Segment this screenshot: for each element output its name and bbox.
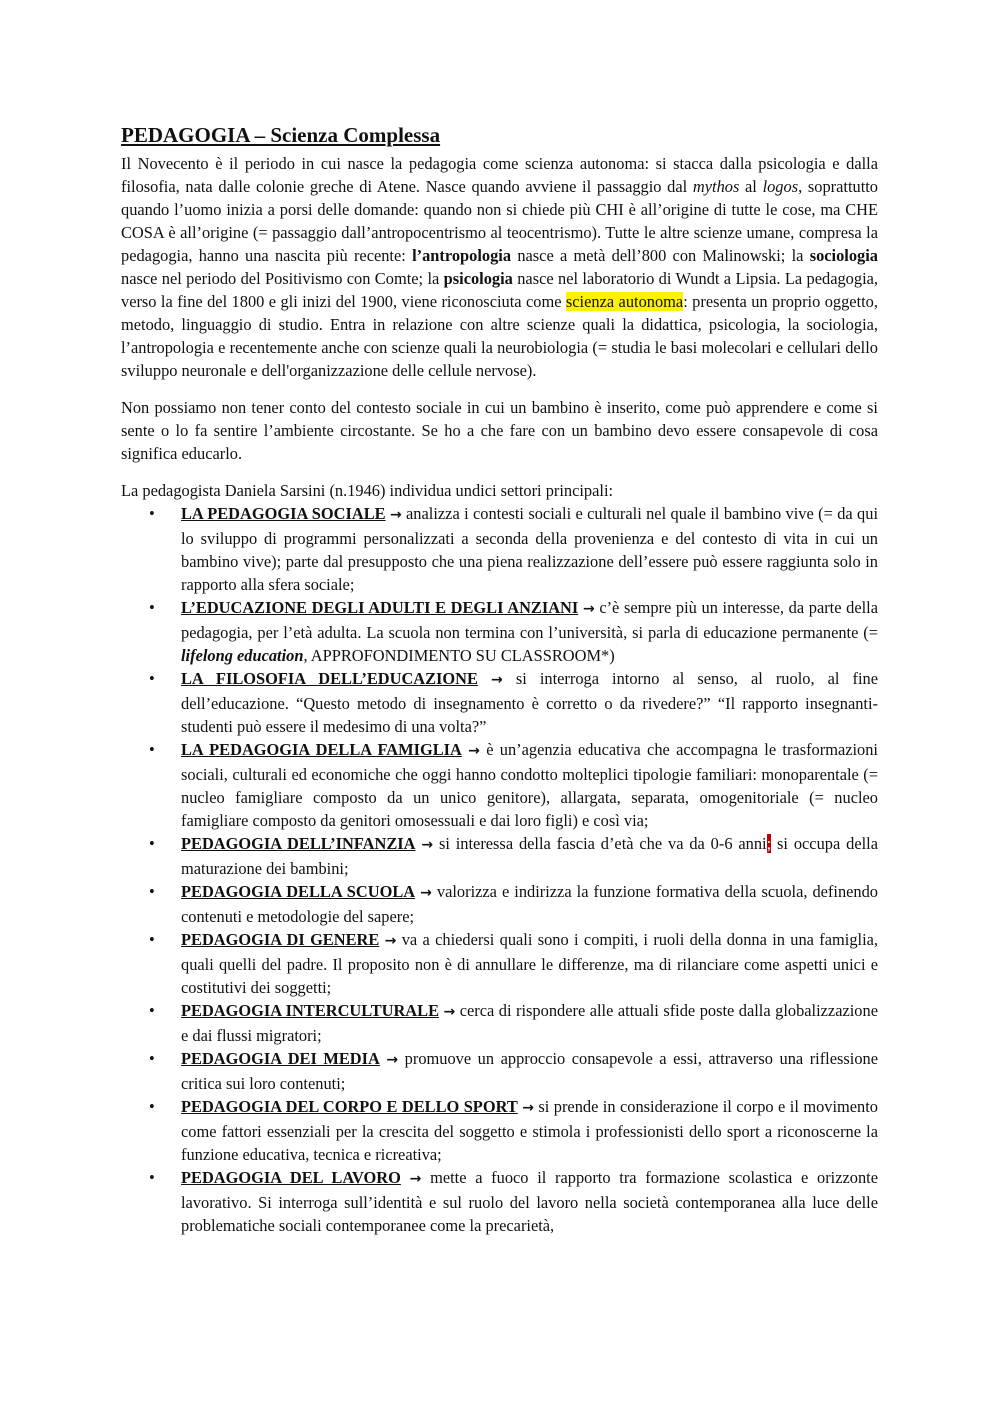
item-text: analizza i contesti sociali e culturali nel quale il bambino vive (= da qui lo sviluppo di programmi personalizzati a seconda della provenienza e del contesto di vita in cui un bambino vive); parte dal presupposto che una piena realizzazione dell’essere può essere raggiunta solo in rapporto alla sfera sociale; xyxy=(181,504,878,594)
item-text: si interessa della fascia d’età che va da 0-6 anni xyxy=(433,834,767,853)
bullet-icon: • xyxy=(149,834,155,853)
item-heading: LA PEDAGOGIA SOCIALE xyxy=(181,504,386,523)
list-item xyxy=(121,1047,878,1095)
term-sociologia: sociologia xyxy=(809,246,878,265)
arrow-right-icon: → xyxy=(443,1004,456,1020)
item-text: si occupa della maturazione dei bambini; xyxy=(181,834,878,878)
marked-character: ; xyxy=(766,834,772,853)
term-antropologia: l’antropologia xyxy=(412,246,512,265)
arrow-right-icon: → xyxy=(522,1100,534,1116)
item-heading: PEDAGOGIA DEI MEDIA xyxy=(181,1049,380,1068)
item-text: promuove un approccio consapevole a essi, attraverso una riflessione critica sui loro contenuti; xyxy=(181,1049,878,1093)
arrow-right-icon: → xyxy=(582,601,595,617)
arrow-right-icon: → xyxy=(409,1171,422,1187)
arrow-right-icon: → xyxy=(491,672,503,688)
item-text: valorizza e indirizza la funzione formativa della scuola, definendo contenuti e metodologie del sapere; xyxy=(181,882,879,926)
bullet-icon: • xyxy=(149,504,155,523)
item-heading: PEDAGOGIA DI GENERE xyxy=(181,930,380,949)
arrow-right-icon: → xyxy=(384,933,397,949)
list-item xyxy=(121,1095,878,1166)
bullet-icon: • xyxy=(149,669,155,688)
intro-text: Il Novecento è il periodo in cui nasce la pedagogia come scienza autonoma: si stacca dalla psicologia e dalla filosofia, nata dalle colonie greche di Atene. Nasce quando avviene il passaggio dal xyxy=(121,154,878,196)
item-text: va a chiedersi quali sono i compiti, i ruoli della donna in una famiglia, quali quelli del padre. Il proposito non è di annullare le differenze, ma di rilanciare come aspetti unici e costitutivi dei soggetti; xyxy=(181,930,878,997)
highlighted-text: scienza autonoma xyxy=(565,292,684,311)
list-item xyxy=(121,667,878,738)
intro-text: al xyxy=(739,177,763,196)
bullet-icon: • xyxy=(149,1168,155,1187)
bullet-icon: • xyxy=(149,1049,155,1068)
list-item xyxy=(121,738,878,832)
intro-text: nasce nel periodo del Positivismo con Comte; la xyxy=(121,269,444,288)
intro-text: , soprattutto quando l’uomo inizia a porsi delle domande: quando non si chiede più CHI è all’origine di tutte le cose, ma CHE COSA è all’origine (= passaggio dall’antropocentrismo al teocentrismo). Tutte le altre scienze umane, compresa la pedagogia, hanno una nascita più recente: xyxy=(121,177,878,265)
item-heading: L’EDUCAZIONE DEGLI ADULTI E DEGLI ANZIANI xyxy=(181,598,579,617)
list-intro: La pedagogista Daniela Sarsini (n.1946) individua undici settori principali: xyxy=(121,481,614,500)
list-item xyxy=(121,928,878,999)
item-text: è un’agenzia educativa che accompagna le trasformazioni sociali, culturali ed economiche che oggi hanno condotto molteplici tipologie familiari: monoparentale (= nucleo famigliare composto da un unico genitore), allargata, separata, omogenitoriale (= nucleo famigliare composto da genitori omosessuali e dai loro figli) e così via; xyxy=(181,740,878,830)
intro-text: nasce nel laboratorio di Wundt a Lipsia. La pedagogia, verso la fine del 1800 e gli inizi del 1900, viene riconosciuta come xyxy=(121,269,878,311)
bullet-icon: • xyxy=(149,1097,155,1116)
arrow-right-icon: → xyxy=(468,743,480,759)
arrow-right-icon: → xyxy=(389,507,402,523)
term-mythos: mythos xyxy=(692,177,740,196)
bullet-icon: • xyxy=(149,1001,155,1020)
document-page xyxy=(121,118,878,1237)
arrow-right-icon: → xyxy=(421,837,434,853)
item-heading: PEDAGOGIA DEL LAVORO xyxy=(181,1168,401,1187)
item-heading: PEDAGOGIA DELL’INFANZIA xyxy=(181,834,416,853)
item-text: si prende in considerazione il corpo e il movimento come fattori essenziali per la crescita del soggetto e stimola i professionisti dello sport a riconoscerne la funzione educativa, tecnica e ricreativa; xyxy=(181,1097,878,1164)
list-item xyxy=(121,832,878,880)
list-item xyxy=(121,502,878,596)
intro-text: nasce a metà dell’800 con Malinowski; la xyxy=(511,246,810,265)
item-heading: PEDAGOGIA INTERCULTURALE xyxy=(181,1001,439,1020)
list-item xyxy=(121,999,878,1047)
arrow-right-icon: → xyxy=(386,1052,399,1068)
term-psicologia: psicologia xyxy=(443,269,513,288)
sector-list xyxy=(121,502,878,1237)
item-text: , APPROFONDIMENTO SU CLASSROOM*) xyxy=(303,646,615,665)
bullet-icon: • xyxy=(149,930,155,949)
item-text: mette a fuoco il rapporto tra formazione scolastica e orizzonte lavorativo. Si interroga sull’identità e sul ruolo del lavoro nella società contemporanea alla luce delle problematiche sociali contemporanee come la precarietà, xyxy=(181,1168,878,1235)
item-heading: PEDAGOGIA DELLA SCUOLA xyxy=(181,882,416,901)
item-heading: LA PEDAGOGIA DELLA FAMIGLIA xyxy=(181,740,462,759)
bullet-icon: • xyxy=(149,740,155,759)
list-item xyxy=(121,880,878,928)
bullet-icon: • xyxy=(149,882,155,901)
intro-paragraph xyxy=(121,152,878,382)
arrow-right-icon: → xyxy=(420,885,432,901)
intro-text: : presenta un proprio oggetto, metodo, linguaggio di studio. Entra in relazione con altre scienze quali la didattica, psicologia, la sociologia, l’antropologia e recentemente anche con scienze quali la neurobiologia (= studia le basi molecolari e cellulari dello sviluppo neuronale e dell'organizzazione delle cellule nervose). xyxy=(121,292,878,380)
item-heading: PEDAGOGIA DEL CORPO E DELLO SPORT xyxy=(181,1097,518,1116)
item-text: cerca di rispondere alle attuali sfide poste dalla globalizzazione e dai flussi migratori; xyxy=(181,1001,878,1045)
item-heading: LA FILOSOFIA DELL’EDUCAZIONE xyxy=(181,669,478,688)
term-lifelong-education: lifelong education xyxy=(181,646,304,665)
list-item xyxy=(121,596,878,667)
item-text: si interroga intorno al senso, al ruolo, al fine dell’educazione. “Questo metodo di insegnamento è corretto o da rivedere?” “Il rapporto insegnanti-studenti può essere il medesimo di una volta?” xyxy=(181,669,878,736)
bullet-icon: • xyxy=(149,598,155,617)
document-title: PEDAGOGIA – Scienza Complessa xyxy=(121,123,441,147)
term-logos: logos xyxy=(762,177,799,196)
context-paragraph: Non possiamo non tener conto del contesto sociale in cui un bambino è inserito, come può apprendere e come si sente o lo fa sentire l’ambiente circostante. Se ho a che fare con un bambino devo essere consapevole di cosa significa educarlo. xyxy=(121,398,878,463)
item-text: c’è sempre più un interesse, da parte della pedagogia, per l’età adulta. La scuola non termina con l’università, si parla di educazione permanente (= xyxy=(181,598,878,642)
list-item xyxy=(121,1166,878,1237)
